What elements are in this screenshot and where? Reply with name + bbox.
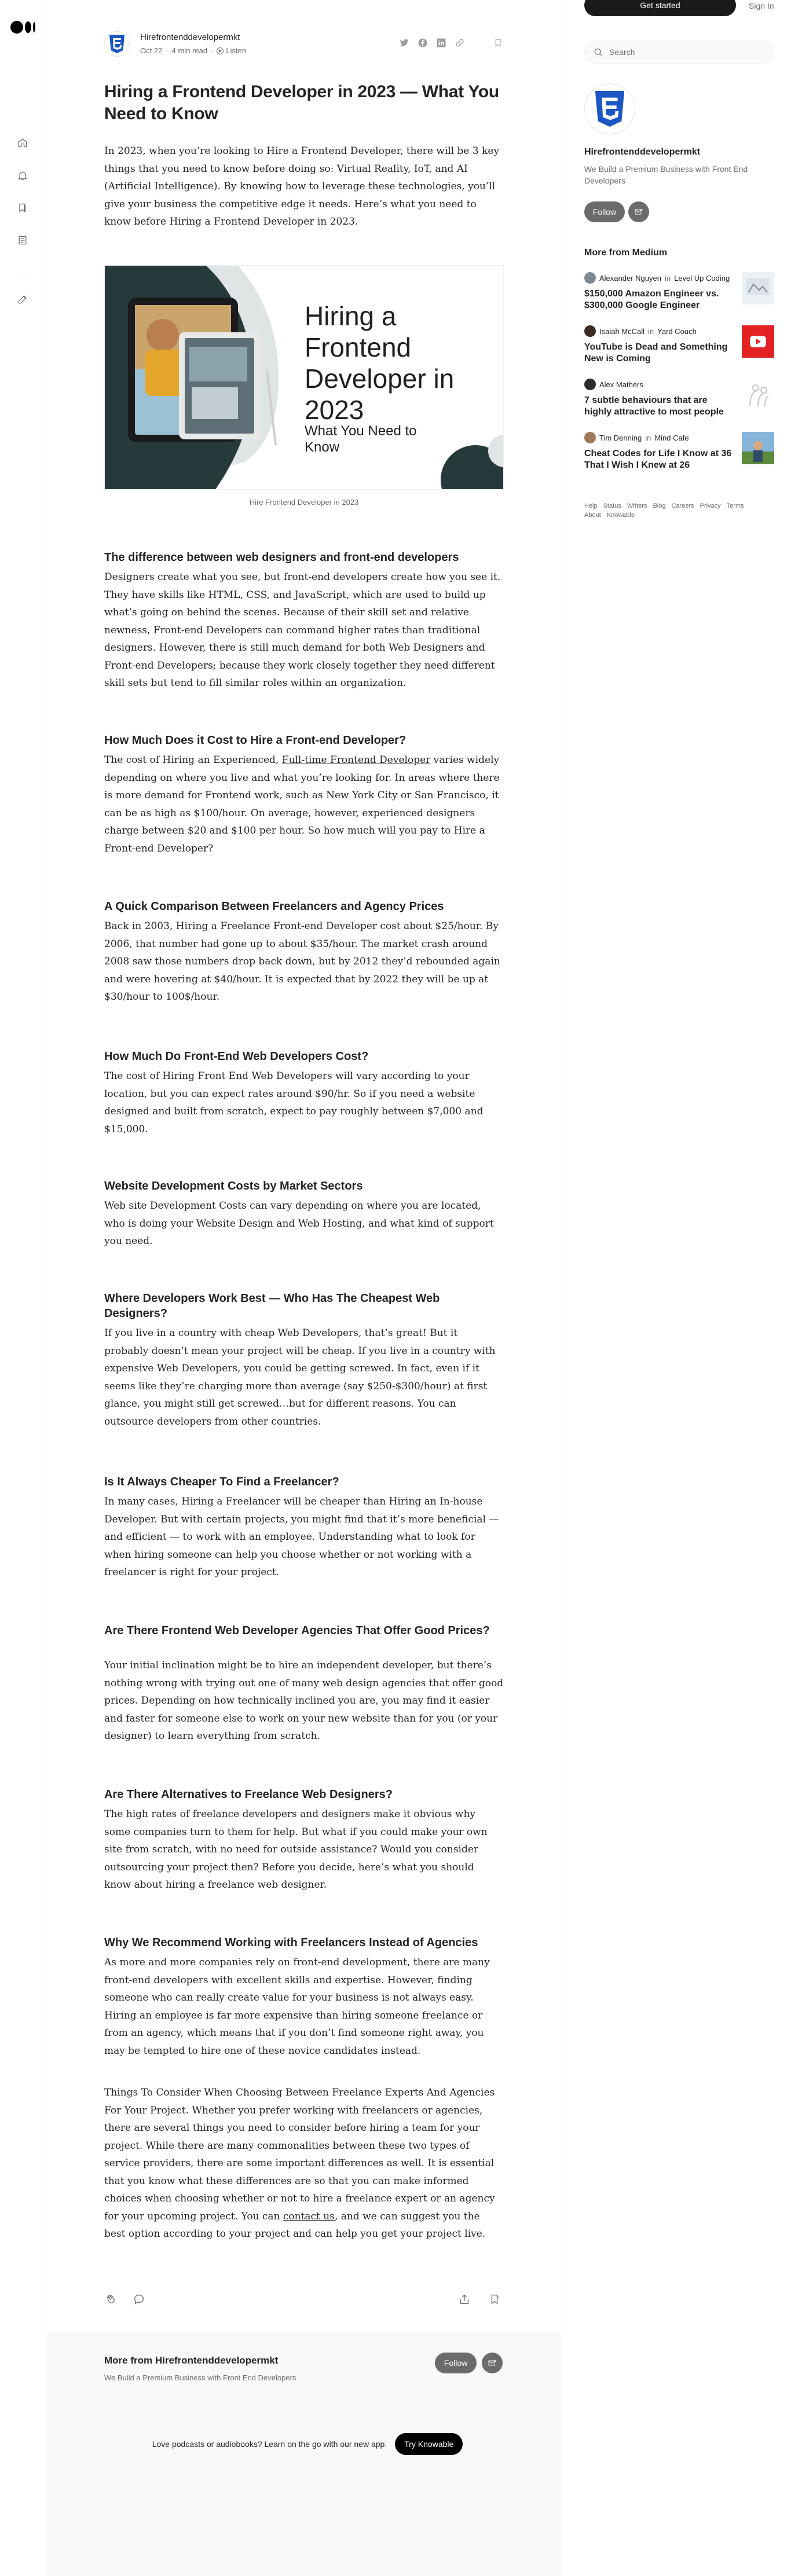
section-body: Web site Development Costs can vary depending on where you are located, who is doing your Website Design and Web Hosting, and what kind of support you need. <box>104 1200 494 1247</box>
sidebar-follow-button[interactable]: Follow <box>584 201 625 222</box>
hero-line-4: 2023 <box>305 395 364 425</box>
article-title: Hiring a Frontend Developer in 2023 — What You Need to Know <box>104 82 499 123</box>
search-input[interactable] <box>609 47 760 57</box>
search-box[interactable] <box>584 41 774 64</box>
facebook-icon[interactable] <box>417 37 429 49</box>
rec-title[interactable]: Cheat Codes for Life I Know at 36 That I Wish I Knew at 26 <box>584 449 732 470</box>
follow-button[interactable]: Follow <box>435 2353 477 2373</box>
section-heading: Where Developers Work Best — Who Has The Cheapest Web Designers? <box>104 1292 440 1320</box>
recommended-story[interactable]: Tim Denning in Mind Cafe Cheat Codes for Life I Know at 36 That I Wish I Knew at 26 <box>584 432 774 471</box>
section-heading: Why We Recommend Working with Freelancers Instead of Agencies <box>104 1936 478 1949</box>
section-body: Designers create what you see, but front-end developers create how you see it. They have skills like HTML, CSS, and JavaScript, which are used to build up what’s going on behind the scenes. Because of their skill set and relative newness, Front-end Developers can command higher rates than traditional designers. However, there is still much demand for both Web Designers and Front-end Developers; because they work closely together they need different skill sets but tend to fill similar roles within an organization. <box>104 571 501 689</box>
intro-paragraph: In 2023, when you’re looking to Hire a Frontend Developer, there will be 3 key things that you need to know before doing so: Virtual Reality, IoT, and AI (Artificial Intelligence). By knowing how to leverage these technologies, you’ll give your business the competitive edge it needs. Here’s what you need to know before Hiring a Frontend Developer in 2023. <box>104 145 500 227</box>
avatar <box>584 325 596 337</box>
search-icon <box>593 47 603 57</box>
rec-thumbnail <box>742 432 774 464</box>
rec-author[interactable]: Alexander Nguyen <box>599 273 661 282</box>
linkedin-icon[interactable] <box>435 37 447 49</box>
section-body: The cost of Hiring Front End Web Developers will vary according to your location, but you can expect rates around $90/hr. So if you need a website designed and built from scratch, expect to pay roughly between $7,000 and $15,000. <box>104 1070 484 1135</box>
sidebar-subscribe-button[interactable] <box>628 201 649 222</box>
rec-publication[interactable]: Yard Couch <box>657 326 697 336</box>
hero-line-3: Developer in <box>305 364 455 394</box>
recommended-story[interactable]: Isaiah McCall in Yard Couch YouTube is Dead and Something New is Coming <box>584 325 774 365</box>
hero-line-1: Hiring a <box>305 301 397 331</box>
clap-icon[interactable] <box>104 2292 118 2306</box>
footer-link[interactable]: Writers <box>627 502 647 509</box>
bookmark-icon[interactable] <box>492 37 504 49</box>
save-bookmark-icon[interactable] <box>488 2292 501 2306</box>
link-icon[interactable] <box>454 37 466 49</box>
rec-thumbnail <box>742 379 774 411</box>
bookmarks-icon[interactable] <box>16 201 29 214</box>
section-heading: Are There Frontend Web Developer Agencies That Offer Good Prices? <box>104 1624 490 1637</box>
rec-title[interactable]: 7 subtle behaviours that are highly attractive to most people <box>584 395 724 417</box>
mail-plus-icon <box>488 2358 497 2368</box>
bell-icon[interactable] <box>16 169 29 182</box>
medium-logo[interactable] <box>10 21 35 34</box>
more-from-title[interactable]: More from Hirefrontenddevelopermkt <box>104 2355 279 2366</box>
twitter-icon[interactable] <box>398 37 410 49</box>
read-time: 4 min read <box>171 46 208 55</box>
article-column <box>47 0 561 2576</box>
podcast-promo <box>134 2432 481 2456</box>
section-heading: Website Development Costs by Market Sectors <box>104 1180 363 1192</box>
rec-author[interactable]: Alex Mathers <box>599 380 643 389</box>
rec-title[interactable]: YouTube is Dead and Something New is Coming <box>584 342 728 364</box>
author-avatar[interactable] <box>104 31 130 57</box>
publish-date: Oct 22 <box>140 46 163 55</box>
play-icon <box>217 47 224 54</box>
sidebar-author-desc: We Build a Premium Business with Front End Developers <box>584 164 748 185</box>
rec-publication[interactable]: Mind Cafe <box>654 433 689 442</box>
section-body: The high rates of freelance developers and designers make it obvious why some companies turn to them for help. But what if you could make your own site from scratch, with no need for outside assistance? Would you consider outsourcing your project then? Before you decide, here’s what you should know about hiring a freelance web designer. <box>104 1808 488 1891</box>
fulltime-developer-link[interactable]: Full-time Frontend Developer <box>281 754 431 766</box>
section-body: As more and more companies rely on front-end development, there are many front-end developers with excellent skills and expertise. However, finding someone who can really create value for your business is not always easy. Hiring an employee is far more expensive than hiring someone freelance or from an agency, which means that if you don’t find someone right away, you may be tempted to hire one of these novice candidates instead. <box>104 1957 490 2057</box>
more-from-author <box>47 2332 561 2576</box>
footer-link[interactable]: Blog <box>653 502 666 509</box>
section-heading: Are There Alternatives to Freelance Web Designers? <box>104 1788 393 1801</box>
footer-link[interactable]: Careers <box>671 502 694 509</box>
hero-sub-2: Know <box>305 439 340 455</box>
hero-line-2: Frontend <box>305 332 412 362</box>
more-from-desc: We Build a Premium Business with Front End Developers <box>104 2373 296 2382</box>
section-body: Back in 2003, Hiring a Freelance Front-end Developer cost about $25/hour. By 2006, that number had gone up to about $35/hour. The market crash around 2008 saw those numbers drop back down, but by 2012 they’d rebounded again and were hovering at $40/hour. It is expected that by 2022 they will be up at $30/hour to 100$/hour. <box>104 920 500 1003</box>
article-meta: Oct 22 · 4 min read · Listen <box>140 46 247 55</box>
home-icon[interactable] <box>16 137 29 149</box>
more-from-medium-heading: More from Medium <box>584 248 668 258</box>
footer-link[interactable]: Knowable <box>606 512 635 519</box>
left-rail <box>0 0 46 2576</box>
footer-link[interactable]: About <box>584 512 601 519</box>
hero-caption: Hire Frontend Developer in 2023 <box>249 498 359 507</box>
footer-link[interactable]: Help <box>584 502 598 509</box>
author-row <box>104 31 504 59</box>
write-icon[interactable] <box>16 293 29 306</box>
rec-author[interactable]: Isaiah McCall <box>599 326 645 336</box>
sidebar-footer-links <box>584 501 764 520</box>
footer-link[interactable]: Status <box>603 502 621 509</box>
comment-icon[interactable] <box>132 2292 146 2306</box>
rec-thumbnail <box>742 272 774 304</box>
contact-us-link[interactable]: contact us <box>283 2210 335 2222</box>
share-icon[interactable] <box>457 2292 471 2306</box>
right-sidebar <box>562 0 791 2576</box>
section-body: If you live in a country with cheap Web Developers, that’s great! But it probably doesn’t mean your project will be cheap. If you live in a country with expensive Web Developers, you could be getting screwed. In fact, even if it seems like they’re charging more than average (say $250-$300/hour) at first glance, you might still get screwed…but for different reasons. You can outsource developers from other countries. <box>104 1327 496 1428</box>
section-heading: How Much Does it Cost to Hire a Front-end Developer? <box>104 734 407 747</box>
share-icons <box>398 37 504 49</box>
rec-thumbnail <box>742 325 774 358</box>
section-heading: A Quick Comparison Between Freelancers and Agency Prices <box>104 900 444 913</box>
podcast-text: Love podcasts or audiobooks? Learn on the go with our new app. <box>152 2439 387 2449</box>
section-heading: Is It Always Cheaper To Find a Freelancer? <box>104 1476 339 1488</box>
article-action-bar <box>104 2291 504 2309</box>
recommended-story[interactable] <box>584 379 774 418</box>
rec-title[interactable]: $150,000 Amazon Engineer vs. $300,000 Google Engineer <box>584 289 719 310</box>
section-body: In many cases, Hiring a Freelancer will be cheaper than Hiring an In-house Developer. But with certain projects, you might find that it’s more beneficial — and efficient — to work with an employee. Understanding what to look for when hiring someone can help you choose whether or not working with a freelancer is right for your project. <box>104 1496 499 1578</box>
rec-author[interactable]: Tim Denning <box>599 433 642 442</box>
rec-publication[interactable]: Level Up Coding <box>674 273 730 282</box>
hero-image <box>104 265 504 490</box>
avatar <box>584 432 596 443</box>
footer-link[interactable]: Terms <box>726 502 744 509</box>
stories-icon[interactable] <box>16 234 29 247</box>
avatar <box>584 379 596 390</box>
sidebar-author-name[interactable]: Hirefrontenddevelopermkt <box>584 147 701 157</box>
try-knowable-button[interactable]: Try Knowable <box>395 2433 463 2455</box>
hero-sub-1: What You Need to <box>305 423 417 439</box>
sign-in-link[interactable]: Sign In <box>749 1 774 10</box>
author-name[interactable]: Hirefrontenddevelopermkt <box>140 32 240 42</box>
mail-plus-icon <box>634 207 643 216</box>
section-body: The cost of Hiring an Experienced, Full-time Frontend Developer varies widely depending on where you live and what you’re looking for. In areas where there is more demand for Frontend work, such as New York City or San Francisco, it can be as high as $100/hour. On average, however, experienced designers charge between $20 and $100 per hour. So how much will you pay to Hire a Front-end Developer? <box>104 754 500 854</box>
closing-paragraph: Things To Consider When Choosing Between Freelance Experts And Agencies For Your Project. Whether you prefer working with freelancers or agencies, there are several things you need to consider before hiring a team for your project. While there are many commonalities between these two types of service providers, there are some important differences as well. It is essential that you know what these differences are so that you can make informed choices when choosing whether or not to hire a freelance expert or an agency for your upcoming project. You can contact us, and we can suggest you the best option according to your project and can help you get your project live. <box>104 2087 495 2240</box>
section-heading: The difference between web designers and front-end developers <box>104 551 459 564</box>
footer-link[interactable]: Privacy <box>700 502 721 509</box>
section-heading: How Much Do Front-End Web Developers Cost? <box>104 1050 369 1063</box>
recommended-story[interactable]: Alexander Nguyen in Level Up Coding $150,000 Amazon Engineer vs. $300,000 Google Engineer <box>584 272 774 311</box>
avatar <box>584 272 596 284</box>
listen-button[interactable]: Listen <box>217 46 246 55</box>
subscribe-email-button[interactable] <box>482 2353 503 2373</box>
get-started-button[interactable]: Get started <box>584 0 736 16</box>
section-body: Your initial inclination might be to hire an independent developer, but there’s nothing wrong with trying out one of many web design agencies that offer good prices. Depending on how technically inclined you are, you may find it easier and faster for someone else to work on your new website than for you (or your designer) to learn everything from scratch. <box>104 1660 504 1742</box>
sidebar-author-avatar[interactable] <box>584 83 635 134</box>
